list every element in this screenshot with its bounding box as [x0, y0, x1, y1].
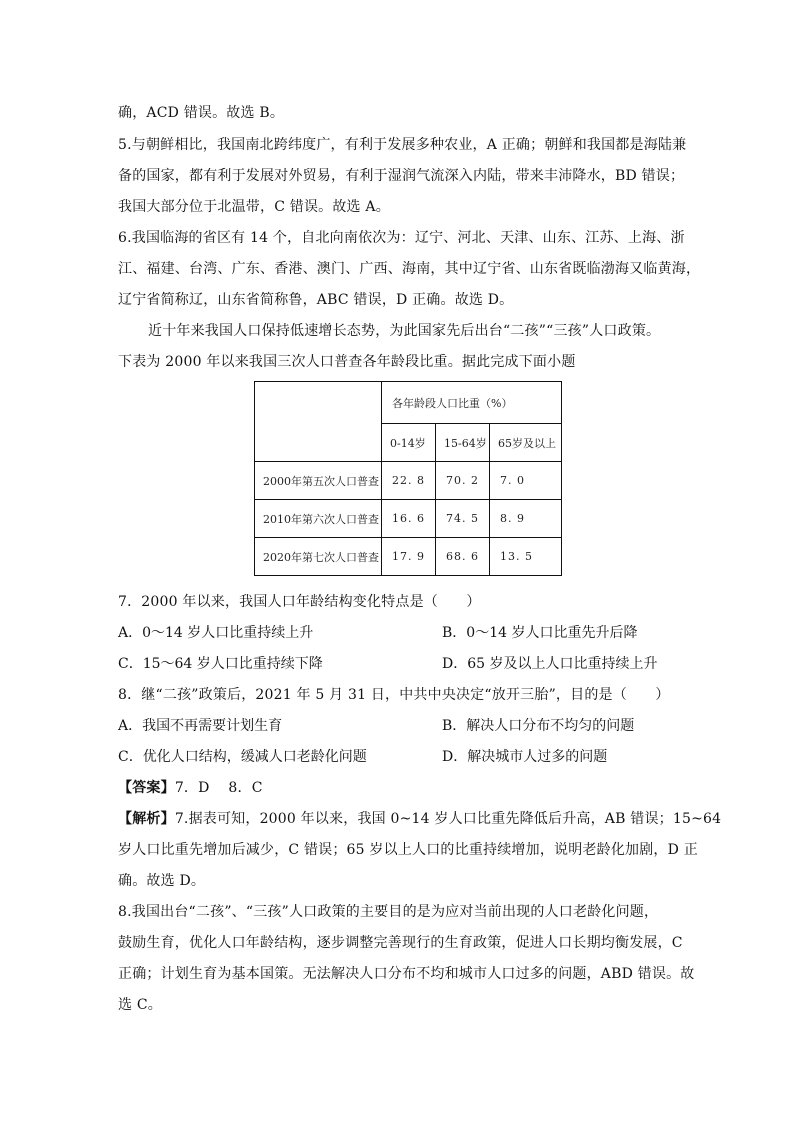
- text-line: 江、福建、台湾、广东、香港、澳门、广西、海南，其中辽宁省、山东省既临渤海又临黄海，: [118, 261, 701, 277]
- analysis-text: 7.据表可知，2000 年以来，我国 0~14 岁人口比重先降低后升高，AB 错误；15~64: [174, 811, 722, 827]
- table-group-header: 各年龄段人口比重（%）: [382, 382, 562, 424]
- q7-option-d: D．65 岁及以上人口比重持续上升: [442, 656, 658, 672]
- table-row-label: 2010年第六次人口普查: [255, 500, 382, 538]
- analysis-line: 确。故选 D。: [118, 873, 206, 889]
- analysis-line: 8.我国出台“二孩”、“三孩”人口政策的主要目的是为应对当前出现的人口老龄化问题，: [118, 904, 659, 920]
- table-cell: 74. 5: [436, 500, 490, 538]
- text-line: 辽宁省简称辽，山东省简称鲁，ABC 错误，D 正确。故选 D。: [118, 292, 514, 308]
- table-col-header: 65岁及以上: [490, 424, 562, 462]
- analysis-line: 岁人口比重先增加后减少，C 错误；65 岁以上人口的比重持续增加，说明老龄化加剧，D 正: [118, 842, 698, 858]
- table-cell: 22. 8: [382, 462, 436, 500]
- table-cell: 68. 6: [436, 538, 490, 576]
- table-cell: 70. 2: [436, 462, 490, 500]
- text-line: 近十年来我国人口保持低速增长态势，为此国家先后出台“二孩”“三孩”人口政策。: [148, 323, 661, 339]
- analysis-line: 正确；计划生育为基本国策。无法解决人口分布不均和城市人口过多的问题，ABD 错误。故: [118, 966, 695, 982]
- analysis-label: 【解析】: [118, 811, 175, 827]
- table-row: [255, 500, 562, 538]
- table-row: [255, 538, 562, 576]
- text-line: 我国大部分位于北温带，C 错误。故选 A。: [118, 199, 390, 215]
- table-cell: 8. 9: [490, 500, 562, 538]
- question-8-stem: 8．继“二孩”政策后，2021 年 5 月 31 日，中共中央决定“放开三胎”，目的是（ ）: [118, 687, 670, 703]
- text-line: 备的国家，都有利于发展对外贸易，有利于湿润气流深入内陆，带来丰沛降水，BD 错误；: [118, 168, 685, 184]
- analysis-line: [118, 809, 721, 829]
- text-line: 5.与朝鲜相比，我国南北跨纬度广，有利于发展多种农业，A 正确；朝鲜和我国都是海陆兼: [118, 137, 687, 153]
- q8-option-d: D．解决城市人过多的问题: [442, 749, 608, 765]
- answer-text: 7．D 8．C: [174, 780, 263, 796]
- q7-option-a: A．0～14 岁人口比重持续上升: [118, 625, 314, 641]
- text-line: 确，ACD 错误。故选 B。: [118, 105, 285, 121]
- answer-line: [118, 778, 263, 798]
- q7-option-c: C．15～64 岁人口比重持续下降: [118, 656, 323, 672]
- analysis-line: 选 C。: [118, 997, 162, 1013]
- table-row-label: 2020年第七次人口普查: [255, 538, 382, 576]
- table-col-header: 0-14岁: [382, 424, 436, 462]
- census-table: [254, 381, 562, 576]
- table-cell: 13. 5: [490, 538, 562, 576]
- q7-option-b: B．0～14 岁人口比重先升后降: [442, 625, 638, 641]
- table-cell: 16. 6: [382, 500, 436, 538]
- analysis-line: 鼓励生育，优化人口年龄结构，逐步调整完善现行的生育政策，促进人口长期均衡发展，C: [118, 935, 683, 951]
- question-7-stem: 7．2000 年以来，我国人口年龄结构变化特点是（ ）: [118, 594, 481, 610]
- q8-option-b: B．解决人口分布不均匀的问题: [442, 718, 635, 734]
- text-line: 6.我国临海的省区有 14 个，自北向南依次为：辽宁、河北、天津、山东、江苏、上海、浙: [118, 230, 685, 246]
- q8-option-a: A．我国不再需要计划生育: [118, 718, 283, 734]
- answer-label: 【答案】: [118, 780, 175, 796]
- table-row: [255, 462, 562, 500]
- table-row-label: 2000年第五次人口普查: [255, 462, 382, 500]
- table-cell: 7. 0: [490, 462, 562, 500]
- text-line: 下表为 2000 年以来我国三次人口普查各年龄段比重。据此完成下面小题: [118, 354, 576, 370]
- table-cell: 17. 9: [382, 538, 436, 576]
- table-col-header: 15-64岁: [436, 424, 490, 462]
- q8-option-c: C．优化人口结构，缓减人口老龄化问题: [118, 749, 367, 765]
- table-corner-cell: [255, 382, 382, 462]
